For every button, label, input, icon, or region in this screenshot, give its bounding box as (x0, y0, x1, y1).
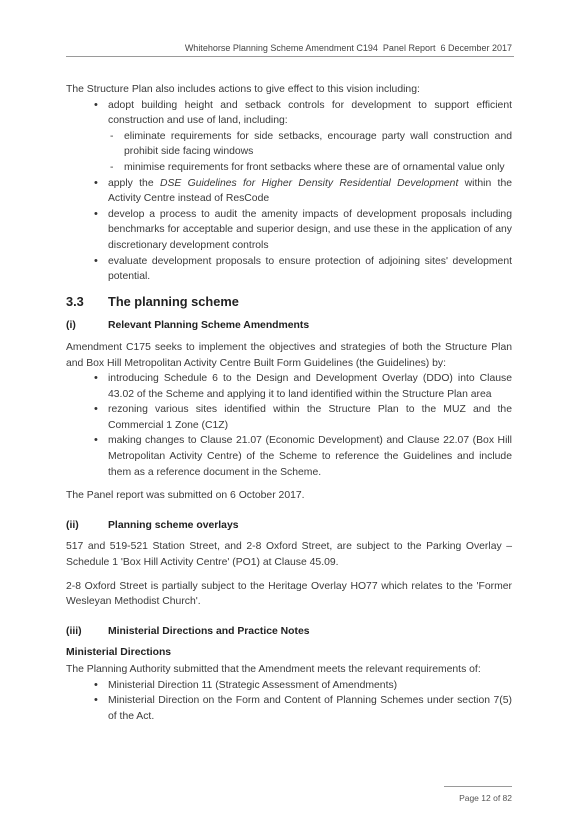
list-item: • apply the DSE Guidelines for Higher Density Residential Development within the Activity Centre instead of ResCode (108, 176, 512, 207)
ministerial-paragraph: The Planning Authority submitted that the Amendment meets the relevant requirements of: (66, 664, 481, 675)
ministerial-list (66, 678, 512, 725)
list-item: • making changes to Clause 21.07 (Economic Development) and Clause 22.07 (Box Hill Metropolitan Activity Centre) of the Scheme to reference the Guidelines and include them as a reference document in the Scheme. (108, 433, 512, 480)
section-heading: 3.3 The planning scheme (66, 293, 239, 309)
running-header: Whitehorse Planning Scheme Amendment C194 Panel Report 6 December 2017 (184, 43, 512, 53)
overlay-paragraph: 517 and 519-521 Station Street, and 2-8 Oxford Street, are subject to the Parking Overlay – Schedule 1 'Box Hill Activity Centre' (PO1) at Clause 45.09. (66, 541, 512, 569)
header-rule (66, 56, 514, 57)
footer-rule (444, 786, 512, 787)
sub-list (108, 129, 512, 176)
sub-list-item: - minimise requirements for front setbacks where these are of ornamental value only (124, 160, 512, 176)
page-number: Page 12 of 82 (459, 793, 512, 803)
list-item: • Ministerial Direction on the Form and Content of Planning Schemes under section 7(5) of the Act. (108, 693, 512, 724)
heritage-paragraph: 2-8 Oxford Street is partially subject to the Heritage Overlay HO77 which relates to the 'Former Wesleyan Methodist Church'. (66, 580, 512, 608)
sub-list-item: - eliminate requirements for side setbacks, encourage party wall construction and prohibit side facing windows (124, 129, 512, 160)
list-item: • evaluate development proposals to ensure protection of adjoining sites' development potential. (108, 254, 512, 285)
list-item: • develop a process to audit the amenity impacts of development proposals including benchmarks for acceptable and superior design, and use these in the application of any discretionary development controls (108, 207, 512, 254)
page-content (66, 82, 512, 724)
panel-report-paragraph: The Panel report was submitted on 6 October 2017. (66, 490, 305, 502)
guideline-title: DSE Guidelines for Higher Density Residential Development (159, 177, 459, 189)
list-item: • Ministerial Direction 11 (Strategic Assessment of Amendments) (108, 678, 512, 694)
amendment-list (66, 371, 512, 480)
subsection-heading: (ii) Planning scheme overlays (66, 519, 239, 531)
list-item: • adopt building height and setback controls for development to support efficient construction and use of land, including: - eliminate requirements for side setbacks, encourage party wall construction and prohibit side facing windows - minimise requirements for front setbacks where these are of ornamental value only (108, 98, 512, 176)
subsection-heading: (i) Relevant Planning Scheme Amendments (66, 320, 310, 332)
list-item: • rezoning various sites identified within the Structure Plan to the MUZ and the Commercial 1 Zone (C1Z) (108, 402, 512, 433)
minor-heading: Ministerial Directions (66, 647, 172, 659)
vision-list (66, 98, 512, 285)
intro-paragraph: The Structure Plan also includes actions to give effect to this vision including: (66, 84, 420, 95)
list-item: • introducing Schedule 6 to the Design and Development Overlay (DDO) into Clause 43.02 of the Scheme and applying it to land identified within the Structure Plan area (108, 371, 512, 402)
amendment-paragraph: Amendment C175 seeks to implement the objectives and strategies of both the Structure Plan and Box Hill Metropolitan Activity Centre Built Form Guidelines (the Guidelines) by: (66, 341, 512, 369)
subsection-heading: (iii) Ministerial Directions and Practice Notes (66, 625, 310, 637)
